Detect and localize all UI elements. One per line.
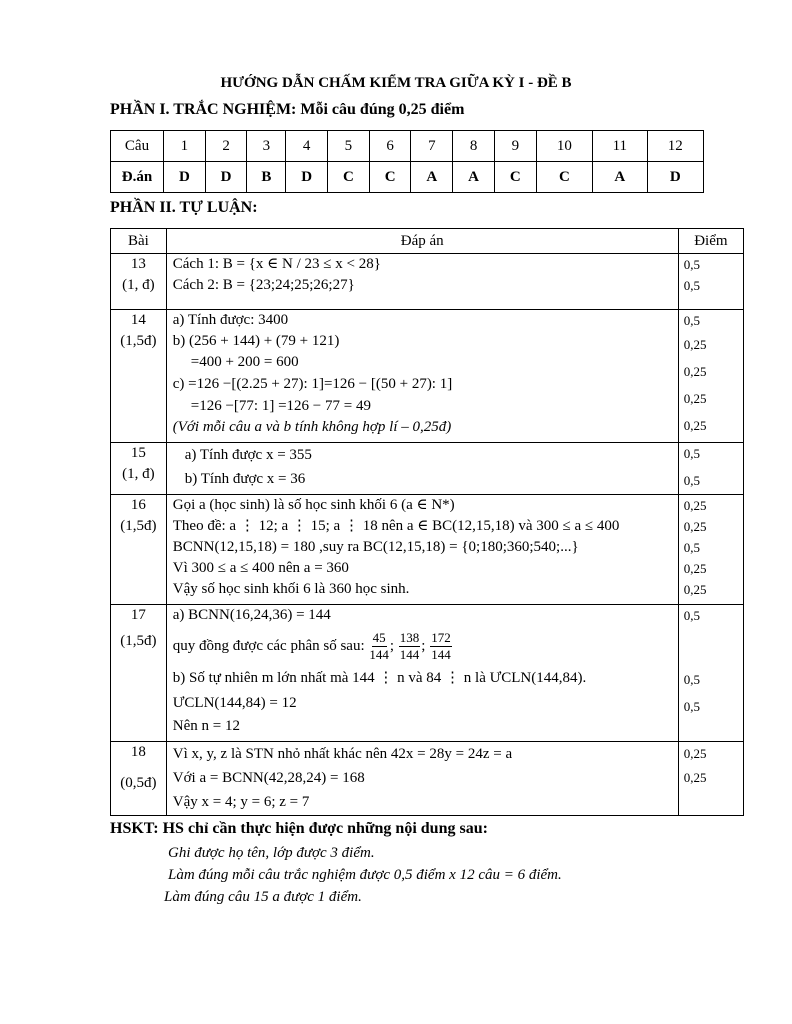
question-number: 6 (369, 131, 411, 162)
question-number: 9 (494, 131, 536, 162)
points-cell (678, 605, 743, 742)
solution-line: Vì 300 ≤ a ≤ 400 nên a = 360 (172, 560, 349, 576)
point-value: 0,5 (683, 257, 700, 272)
answer-cell: A (411, 162, 453, 193)
col-header-diem: Điểm (678, 229, 743, 254)
point-value: 0,5 (683, 699, 700, 714)
question-number: 1 (164, 131, 206, 162)
question-number: 5 (328, 131, 370, 162)
problem-score: (1, đ) (122, 277, 155, 293)
point-value: 0,5 (683, 608, 700, 623)
problem-cell (111, 742, 167, 816)
question-number: 8 (453, 131, 495, 162)
problem-number: 16 (130, 497, 146, 513)
answer-cell: C (328, 162, 370, 193)
problem-score: (1,5đ) (120, 333, 157, 349)
solution-line: Theo đề: a ⋮ 12; a ⋮ 15; a ⋮ 18 nên a ∈ BC(12,15,18) và 300 ≤ a ≤ 400 (172, 518, 620, 534)
problem-number: 13 (130, 256, 146, 272)
essay-table (110, 228, 744, 816)
answer-cell: B (247, 162, 286, 193)
point-value: 0,5 (683, 672, 700, 687)
solution-line: Cách 1: B = {x ∈ N / 23 ≤ x < 28} (172, 256, 381, 272)
problem-score: (0,5đ) (120, 775, 157, 791)
problem-number: 14 (130, 312, 146, 328)
essay-row-14 (111, 310, 744, 443)
question-number: 11 (593, 131, 647, 162)
fraction-numerator: 45 (372, 630, 386, 646)
question-number: 10 (536, 131, 592, 162)
answer-cell: D (286, 162, 328, 193)
solution-cell (166, 495, 678, 605)
multiple-choice-table (110, 130, 704, 193)
question-row (111, 131, 704, 162)
hskt-item: Làm đúng mỗi câu trắc nghiệm được 0,5 điểm x 12 câu = 6 điểm. (168, 867, 562, 883)
col-header-bai: Bài (111, 229, 167, 254)
solution-cell (166, 310, 678, 443)
solution-line: Nên n = 12 (172, 718, 240, 734)
question-number: 2 (205, 131, 247, 162)
solution-line: Gọi a (học sinh) là số học sinh khối 6 (a ∈ N*) (172, 497, 455, 513)
answer-row-label: Đ.án (111, 162, 164, 193)
solution-line: b) Tính được x = 36 (184, 471, 306, 487)
solution-line: b) (256 + 144) + (79 + 121) (172, 333, 340, 349)
essay-row-18 (111, 742, 744, 816)
point-value: 0,25 (683, 498, 707, 513)
point-value: 0,5 (683, 278, 700, 293)
point-value: 0,25 (683, 519, 707, 534)
answer-row (111, 162, 704, 193)
col-header-dap-an: Đáp án (166, 229, 678, 254)
problem-cell (111, 605, 167, 742)
points-cell (678, 254, 743, 310)
solution-line: a) Tính được x = 355 (184, 447, 312, 463)
fraction-denominator: 144 (431, 647, 451, 663)
problem-score: (1,5đ) (120, 518, 157, 534)
question-number: 3 (247, 131, 286, 162)
solution-note: (Với mỗi câu a và b tính không hợp lí – 0,25đ) (172, 419, 452, 435)
hskt-item: Làm đúng câu 15 a được 1 điểm. (164, 889, 362, 905)
fraction (399, 630, 421, 663)
solution-cell (166, 254, 678, 310)
question-number: 4 (286, 131, 328, 162)
solution-line: Vậy số học sinh khối 6 là 360 học sinh. (172, 581, 410, 597)
question-number: 12 (647, 131, 703, 162)
problem-score: (1, đ) (122, 466, 155, 482)
problem-number: 15 (130, 445, 146, 461)
point-value: 0,5 (683, 473, 700, 488)
solution-text: quy đồng được các phân số sau: (172, 638, 365, 654)
point-value: 0,25 (683, 561, 707, 576)
solution-line: Cách 2: B = {23;24;25;26;27} (172, 277, 355, 293)
point-value: 0,5 (683, 540, 700, 555)
question-number: 7 (411, 131, 453, 162)
hskt-item: Ghi được họ tên, lớp được 3 điểm. (168, 845, 375, 861)
solution-line: Với a = BCNN(42,28,24) = 168 (172, 770, 365, 786)
points-cell (678, 742, 743, 816)
solution-line: BCNN(12,15,18) = 180 ,suy ra BC(12,15,18) = {0;180;360;540;...} (172, 539, 579, 555)
solution-line: Vậy x = 4; y = 6; z = 7 (172, 794, 310, 810)
essay-row-17 (111, 605, 744, 742)
answer-cell: C (536, 162, 592, 193)
fraction (430, 630, 452, 663)
solution-line: =126 −[77: 1] =126 − 77 = 49 (190, 398, 371, 414)
solution-line: b) Số tự nhiên m lớn nhất mà 144 ⋮ n và 84 ⋮ n là ƯCLN(144,84). (172, 670, 587, 686)
answer-cell: D (647, 162, 703, 193)
points-cell (678, 495, 743, 605)
problem-cell (111, 254, 167, 310)
problem-cell (111, 310, 167, 443)
solution-line: c) =126 −[(2.25 + 27): 1]=126 − [(50 + 27): 1] (172, 376, 453, 392)
point-value: 0,5 (683, 446, 700, 461)
problem-score: (1,5đ) (120, 633, 157, 649)
points-cell (678, 310, 743, 443)
point-value: 0,25 (683, 746, 707, 761)
point-value: 0,25 (683, 770, 707, 785)
answer-cell: A (593, 162, 647, 193)
essay-row-15 (111, 443, 744, 495)
point-value: 0,5 (683, 313, 700, 328)
fraction-numerator: 138 (399, 630, 420, 646)
fraction-numerator: 172 (431, 630, 451, 646)
solution-cell (166, 443, 678, 495)
answer-cell: D (164, 162, 206, 193)
essay-table-header (111, 229, 744, 254)
point-value: 0,25 (683, 364, 707, 379)
problem-number: 18 (130, 744, 146, 760)
solution-cell (166, 605, 678, 742)
solution-line: =400 + 200 = 600 (190, 354, 299, 370)
page-title: HƯỚNG DẪN CHẤM KIỂM TRA GIỮA KỲ I - ĐỀ B (220, 75, 572, 91)
problem-cell (111, 443, 167, 495)
part1-heading: PHẦN I. TRẮC NGHIỆM: Mỗi câu đúng 0,25 điểm (110, 101, 465, 118)
part2-heading: PHẦN II. TỰ LUẬN: (110, 199, 258, 216)
solution-line: a) Tính được: 3400 (172, 312, 289, 328)
hskt-heading: HSKT: HS chỉ cần thực hiện được những nội dung sau: (110, 820, 488, 837)
solution-cell (166, 742, 678, 816)
point-value: 0,25 (683, 418, 707, 433)
question-row-label: Câu (111, 131, 164, 162)
point-value: 0,25 (683, 582, 707, 597)
answer-cell: A (453, 162, 495, 193)
answer-cell: C (494, 162, 536, 193)
fraction-line: quy đồng được các phân số sau: $\frac{45}{144}$ ; $\frac{138}{144}$ ; $\frac{172}{144}$ (172, 630, 451, 663)
point-value: 0,25 (683, 391, 707, 406)
essay-row-16 (111, 495, 744, 605)
answer-cell: C (369, 162, 411, 193)
problem-cell (111, 495, 167, 605)
fraction (369, 630, 389, 663)
essay-row-13 (111, 254, 744, 310)
points-cell (678, 443, 743, 495)
solution-line: Vì x, y, z là STN nhỏ nhất khác nên 42x = 28y = 24z = a (172, 746, 513, 762)
solution-line: a) BCNN(16,24,36) = 144 (172, 607, 331, 623)
fraction-denominator: 144 (399, 647, 420, 663)
solution-line: ƯCLN(144,84) = 12 (172, 695, 297, 711)
answer-cell: D (205, 162, 247, 193)
fraction-denominator: 144 (369, 647, 389, 663)
point-value: 0,25 (683, 337, 707, 352)
problem-number: 17 (130, 607, 146, 623)
hskt-section (110, 820, 562, 908)
